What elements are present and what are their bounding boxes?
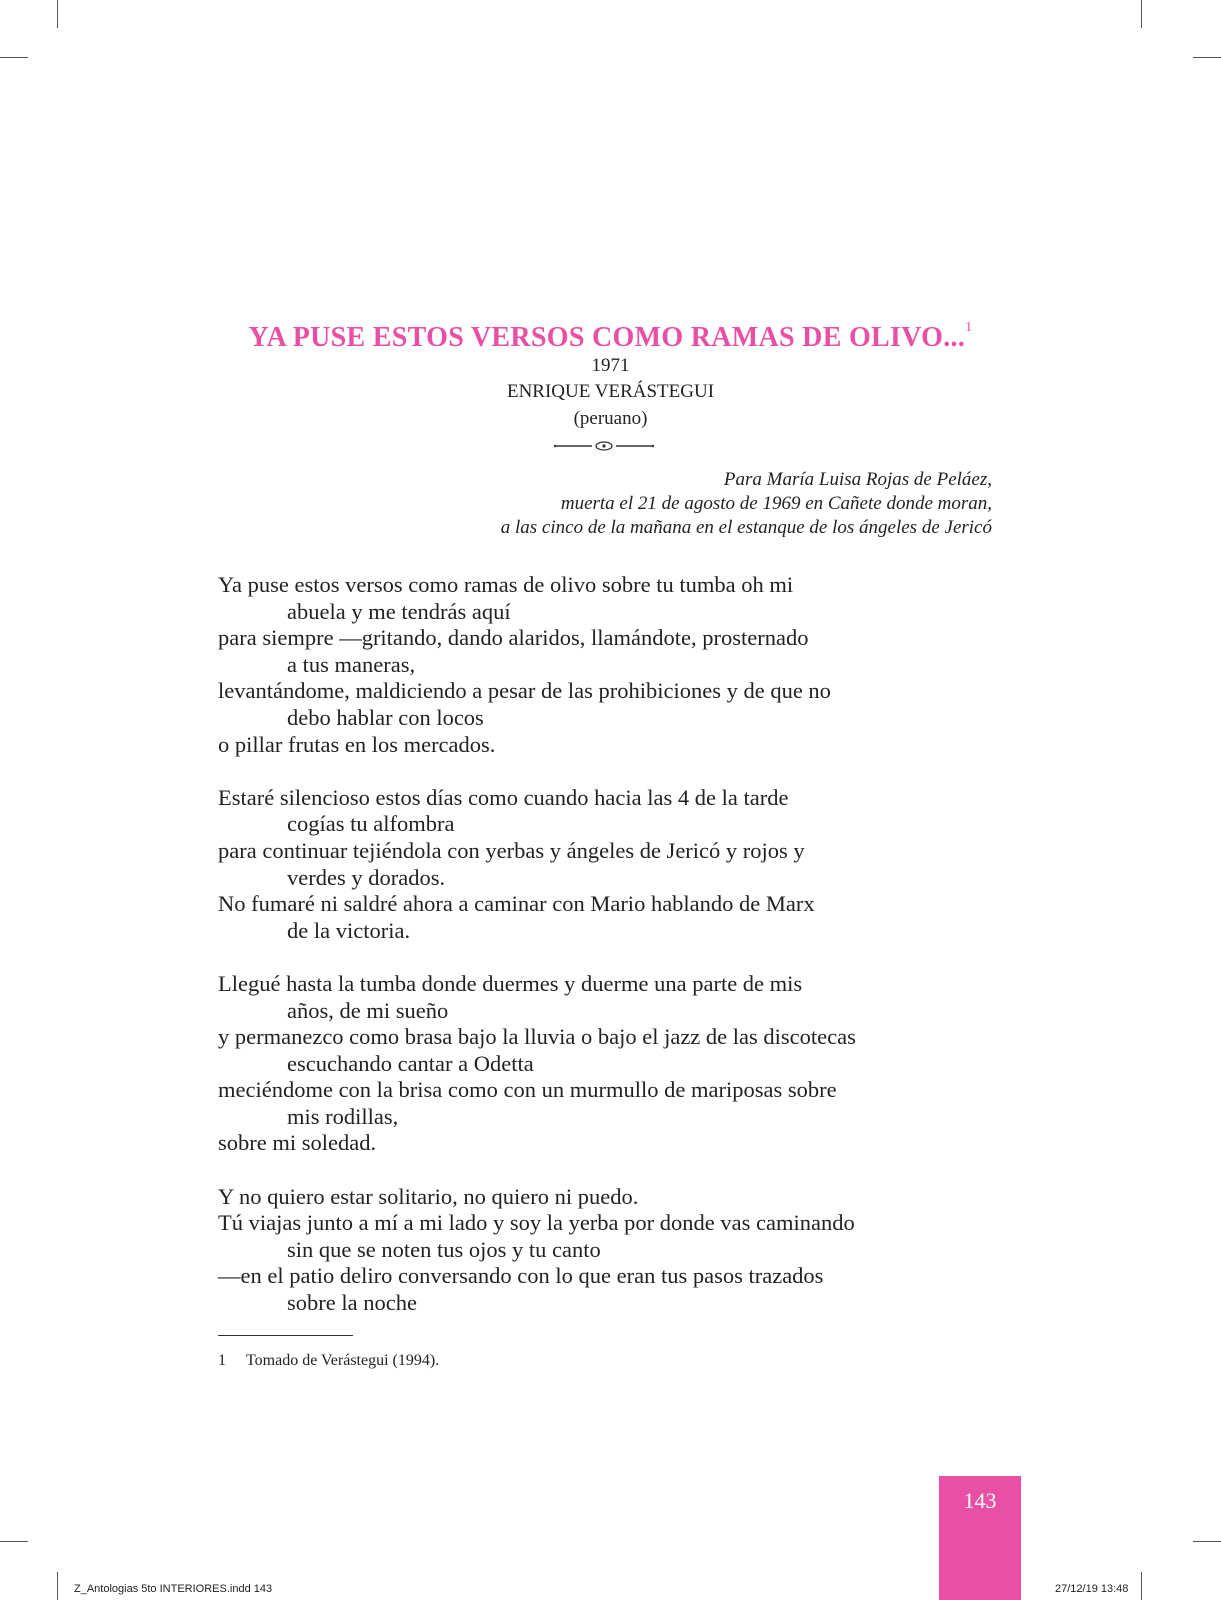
crop-mark-right-bottom-h [1193, 1541, 1221, 1542]
verse-line: mis rodillas, [287, 1103, 399, 1129]
verse-line: Estaré silencioso estos días como cuando hacia las 4 de la tarde [218, 784, 789, 810]
stanza-break [218, 944, 1018, 971]
page-number: 143 [963, 1488, 997, 1513]
verse-line: para siempre —gritando, dando alaridos, llamándote, prosternado [218, 625, 809, 651]
verse-line: o pillar frutas en los mercados. [218, 731, 496, 757]
verse-line: verdes y dorados. [287, 864, 446, 890]
verse-line: sobre la noche [287, 1290, 417, 1316]
verse-line: Llegué hasta la tumba donde duermes y duerme una parte de mis [218, 970, 803, 996]
verse-line: sin que se noten tus ojos y tu canto [287, 1236, 601, 1262]
poem-title-text: YA PUSE ESTOS VERSOS COMO RAMAS DE OLIVO... [248, 322, 966, 353]
verse-line: sobre mi soledad. [218, 1130, 377, 1156]
poem-title [0, 322, 1221, 354]
slug-datetime: 27/12/19 13:48 [1055, 1583, 1129, 1595]
footnote-number: 1 [218, 1352, 226, 1369]
crop-mark-bottom-left-v [57, 1572, 58, 1600]
verse-line: a tus maneras, [287, 651, 416, 677]
stanza-break [218, 758, 1018, 785]
author-nationality: (peruano) [573, 408, 648, 429]
stanza-4 [218, 1184, 1018, 1317]
crop-mark-top-left-v [57, 0, 58, 28]
ornament-divider-icon [554, 440, 654, 452]
crop-mark-left-top-h [0, 57, 28, 58]
stanza-break [218, 1157, 1018, 1184]
footnote-rule [218, 1335, 353, 1336]
verse-line: Y no quiero estar solitario, no quiero ni puedo. [218, 1183, 639, 1209]
verse-line: Tú viajas junto a mí a mi lado y soy la yerba por donde vas caminando [218, 1210, 855, 1236]
verse-line: abuela y me tendrás aquí [287, 598, 511, 624]
verse-line: No fumaré ni saldré ahora a caminar con Mario hablando de Marx [218, 891, 815, 917]
poem-body [218, 572, 1018, 1317]
footnote [218, 1352, 439, 1370]
verse-line: levantándome, maldiciendo a pesar de las prohibiciones y de que no [218, 678, 831, 704]
slug-filename: Z_Antologias 5to INTERIORES.indd 143 [74, 1583, 273, 1595]
verse-line: y permanezco como brasa bajo la lluvia o bajo el jazz de las discotecas [218, 1024, 856, 1050]
crop-mark-left-bottom-h [0, 1541, 28, 1542]
poem-author: ENRIQUE VERÁSTEGUI [506, 381, 715, 402]
stanza-3 [218, 971, 1018, 1157]
verse-line: de la victoria. [287, 917, 411, 943]
verse-line: años, de mi sueño [287, 997, 449, 1023]
verse-line: meciéndome con la brisa como con un murmullo de mariposas sobre [218, 1077, 837, 1103]
verse-line: debo hablar con locos [287, 704, 484, 730]
verse-line: —en el patio deliro conversando con lo que eran tus pasos trazados [218, 1263, 824, 1289]
poem-year: 1971 [591, 355, 630, 376]
verse-line: cogías tu alfombra [287, 811, 455, 837]
title-footnote-marker: 1 [965, 320, 973, 335]
verse-line: escuchando cantar a Odetta [287, 1050, 534, 1076]
stanza-1 [218, 572, 1018, 758]
crop-mark-top-right-v [1141, 0, 1142, 28]
crop-mark-right-top-h [1193, 57, 1221, 58]
page-number-tab [939, 1476, 1021, 1600]
dedication [501, 468, 992, 540]
dedication-line: muerta el 21 de agosto de 1969 en Cañete donde moran, [560, 493, 992, 514]
verse-line: para continuar tejiéndola con yerbas y ángeles de Jericó y rojos y [218, 837, 805, 863]
verse-line: Ya puse estos versos como ramas de olivo sobre tu tumba oh mi [218, 572, 794, 597]
dedication-line: a las cinco de la mañana en el estanque de los ángeles de Jericó [500, 517, 992, 538]
crop-mark-bottom-right-v [1141, 1572, 1142, 1600]
dedication-line: Para María Luisa Rojas de Peláez, [723, 469, 992, 490]
footnote-text: Tomado de Verástegui (1994). [246, 1352, 440, 1369]
stanza-2 [218, 785, 1018, 945]
